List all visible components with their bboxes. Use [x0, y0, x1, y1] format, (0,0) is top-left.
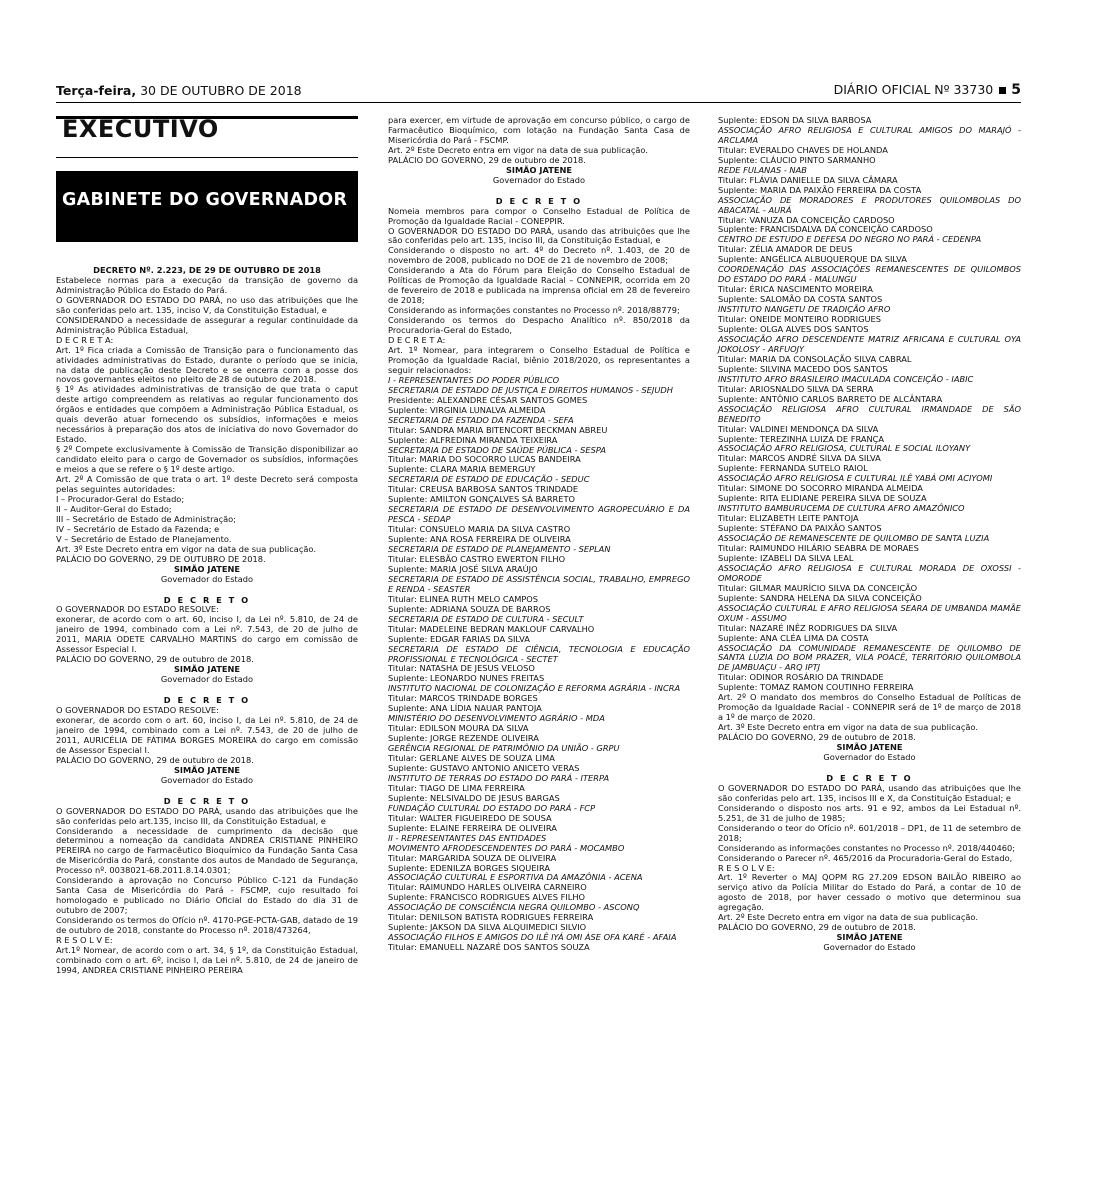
paragraph: INSTITUTO BAMBURUCEMA DE CULTURA AFRO AMAZÔNICO	[718, 503, 965, 514]
paragraph: Suplente: EDSON DA SILVA BARBOSA	[718, 115, 872, 125]
paragraph: ASSOCIAÇÃO DE MORADORES E PRODUTORES QUILOMBOLAS DO ABACATAL - AURÁ	[718, 194, 1021, 215]
paragraph: Suplente: RITA ELIDIANE PEREIRA SILVA DE SOUZA	[718, 493, 927, 504]
paragraph: Titular: GILMAR MAURÍCIO SILVA DA CONCEIÇÃO	[718, 582, 918, 593]
paragraph: Nomeia membros para compor o Conselho Estadual de Política de Promoção da Igualdade Racial - CONEPPIR.	[388, 205, 690, 226]
column-3	[718, 116, 1021, 953]
paragraph: SIMÃO JATENE	[836, 932, 903, 943]
header-date	[56, 83, 302, 98]
paragraph: Suplente: CLARA MARIA BEMERGUY	[388, 464, 536, 475]
paragraph: CENTRO DE ESTUDO E DEFESA DO NEGRO NO PARÁ - CEDENPA	[718, 234, 982, 245]
paragraph: Suplente: FERNANDA SUTELO RAIOL	[718, 463, 868, 474]
paragraph: PALÁCIO DO GOVERNO, 29 de outubro de 2018.	[718, 922, 916, 933]
page-number: 5	[1011, 82, 1021, 98]
paragraph: PALÁCIO DO GOVERNO, 29 de outubro de 2018.	[56, 754, 254, 765]
paragraph: Titular: TIAGO DE LIMA FERREIRA	[388, 782, 525, 793]
paragraph: V – Secretário de Estado de Planejamento.	[56, 533, 232, 544]
paragraph: Titular: EVERALDO CHAVES DE HOLANDA	[718, 144, 888, 155]
paragraph: Considerando o disposto nos arts. 91 e 92, ambos da Lei Estadual nº. 5.251, de 31 de julho de 1985;	[718, 802, 1021, 823]
section-header	[56, 116, 358, 158]
paragraph: D E C R E T A:	[388, 335, 446, 346]
paragraph: ASSOCIAÇÃO AFRO RELIGIOSA, CULTURAL E SOCIAL ILOYANY	[718, 443, 971, 454]
paragraph: ASSOCIAÇÃO AFRO RELIGIOSA E CULTURAL MORADA DE OXOSSI - OMORODE	[718, 562, 1021, 583]
subsection-header	[56, 171, 358, 242]
paragraph: Considerando as informações constantes no Processo nº. 2018/440460;	[718, 842, 1016, 853]
paragraph: D E C R E T O	[826, 772, 913, 783]
paragraph: SECRETARIA DE ESTADO DE CULTURA - SECULT	[388, 613, 584, 624]
paragraph: D E C R E T A:	[56, 334, 114, 345]
paragraph: SECRETARIA DE ESTADO DE EDUCAÇÃO - SEDUC	[388, 474, 590, 485]
paragraph: Titular: NATASHA DE JESUS VELOSO	[388, 663, 535, 674]
header-date-text: 30 DE OUTUBRO DE 2018	[140, 83, 302, 98]
paragraph: Considerando os termos do Despacho Analítico nº. 850/2018 da Procuradoria-Geral do Estado,	[388, 315, 690, 336]
paragraph: PALÁCIO DO GOVERNO, 29 DE OUTUBRO DE 2018.	[56, 553, 266, 564]
paragraph: Titular: EMANUELL NAZARÉ DOS SANTOS SOUZA	[388, 942, 590, 953]
paragraph: SECRETARIA DE ESTADO DE ASSISTÊNCIA SOCIAL, TRABALHO, EMPREGO E RENDA - SEASTER	[388, 573, 690, 594]
square-bullet-icon	[999, 87, 1006, 94]
paragraph: Governador do Estado	[160, 573, 254, 584]
paragraph: Titular: VALDINEI MENDONÇA DA SILVA	[718, 423, 879, 434]
paragraph: ASSOCIAÇÃO AFRO DESCENDENTE MATRIZ AFRICANA E CULTURAL OYA JOKOLOSY - ARFUOJY	[718, 333, 1021, 354]
paragraph: Titular: GERLANE ALVES DE SOUZA LIMA	[388, 753, 555, 764]
paragraph: D E C R E T O	[163, 594, 251, 605]
paragraph: SIMÃO JATENE	[836, 742, 903, 753]
paragraph: SECRETARIA DE ESTADO DE DESENVOLVIMENTO AGROPECUÁRIO E DA PESCA - SEDAP	[388, 504, 690, 525]
paragraph: Titular: MARCOS ANDRÉ SILVA DA SILVA	[718, 453, 881, 464]
paragraph: Presidente: ALEXANDRE CÉSAR SANTOS GOMES	[388, 394, 588, 405]
paragraph: Considerando o Parecer nº. 465/2016 da Procuradoria-Geral do Estado,	[718, 852, 1013, 863]
paragraph: Suplente: FRANCISCO RODRIGUES ALVES FILHO	[388, 892, 586, 903]
paragraph: Considerando a Ata do Fórum para Eleição do Conselho Estadual de Políticas de Promoção da Igualdade Racial – CONNEPIR, ocorrida em 20 de fevereiro de 2018 e publicada na imprensa oficial em 28 de fevereiro de 2018;	[388, 265, 690, 306]
paragraph: Titular: SIMONE DO SOCORRO MIRANDA ALMEIDA	[718, 483, 923, 494]
paragraph: INSTITUTO DE TERRAS DO ESTADO DO PARÁ - ITERPA	[388, 772, 610, 783]
paragraph: Suplente: ANGÉLICA ALBUQUERQUE DA SILVA	[718, 254, 907, 265]
paragraph: Considerando o disposto no art. 4º do Decreto nº. 1.403, de 20 de novembro de 2008, publicado no DOE de 21 de novembro de 2008;	[388, 245, 690, 266]
paragraph: Titular: VANUZA DA CONCEIÇÃO CARDOSO	[718, 214, 895, 225]
paragraph: Suplente: ANA CLÉA LIMA DA COSTA	[718, 632, 869, 643]
paragraph: D E C R E T O	[163, 695, 251, 706]
paragraph: Suplente: ADRIANA SOUZA DE BARROS	[388, 603, 551, 614]
paragraph: Considerando os termos do Ofício nº. 4170-PGE-PCTA-GAB, datado de 19 de outubro de 2018, constante do Processo nº. 2018/473264,	[56, 915, 358, 936]
paragraph: exonerar, de acordo com o art. 60, inciso I, da Lei nº. 5.810, de 24 de janeiro de 1994, combinado com a Lei nº. 7.543, de 20 de julho de 2011, MARIA ODETE CARVALHO MARTINS do cargo em comissão de Assessor Especial I.	[56, 614, 358, 655]
paragraph: PALÁCIO DO GOVERNO, 29 de outubro de 2018.	[56, 654, 254, 665]
paragraph: Titular: CREUSA BARBOSA SANTOS TRINDADE	[388, 484, 579, 495]
subsection-title: GABINETE DO GOVERNADOR	[62, 190, 348, 210]
paragraph: Suplente: JORGE REZENDE OLIVEIRA	[388, 733, 539, 744]
paragraph: Titular: RAIMUNDO HILÁRIO SEABRA DE MORAES	[718, 542, 919, 553]
journal-name: DIÁRIO OFICIAL Nº 33730	[833, 82, 994, 97]
paragraph: ASSOCIAÇÃO AFRO RELIGIOSA E CULTURAL AMIGOS DO MARAJÓ - ARCLAMA	[718, 124, 1021, 145]
paragraph: SECRETARIA DE ESTADO DE SAÚDE PÚBLICA - SESPA	[388, 444, 607, 455]
paragraph: Suplente: ANA LÍDIA NAUAR PANTOJA	[388, 703, 542, 714]
paragraph: D E C R E T O	[163, 795, 251, 806]
paragraph: Titular: MARIA DA CONSOLAÇÃO SILVA CABRAL	[718, 353, 912, 364]
paragraph: Suplente: GUSTAVO ANTONIO ANICETO VERAS	[388, 763, 580, 773]
section-title: EXECUTIVO	[62, 115, 219, 143]
paragraph: Art. 3º Este Decreto entra em vigor na data de sua publicação.	[718, 722, 978, 733]
paragraph: SECRETARIA DE ESTADO DE CIÊNCIA, TECNOLOGIA E EDUCAÇÃO PROFISSIONAL E TECNOLÓGICA - SECTET	[388, 643, 690, 664]
paragraph: Suplente: MARIA DA PAIXÃO FERREIRA DA COSTA	[718, 184, 922, 195]
paragraph: Titular: CONSUELO MARIA DA SILVA CASTRO	[388, 524, 571, 535]
paragraph: ASSOCIAÇÃO FILHOS E AMIGOS DO ILÊ IYÁ OMI ÀSE OFA KARÉ - AFAIA	[388, 932, 677, 943]
paragraph: II – Auditor-Geral do Estado;	[56, 503, 172, 514]
paragraph: I – Procurador-Geral do Estado;	[56, 493, 185, 504]
paragraph: Suplente: EDENILZA BORGES SIQUEIRA	[388, 862, 551, 873]
paragraph: Governador do Estado	[823, 752, 916, 762]
paragraph: ASSOCIAÇÃO CULTURAL E ESPORTIVA DA AMAZÔNIA - ACENA	[388, 872, 643, 883]
paragraph: Titular: ONEIDE MONTEIRO RODRIGUES	[718, 314, 881, 325]
paragraph: MINISTÉRIO DO DESENVOLVIMENTO AGRÁRIO - MDA	[388, 713, 605, 724]
paragraph: Titular: MADELEINE BEDRAN MAKLOUF CARVALHO	[388, 623, 595, 634]
paragraph: Suplente: LEONARDO NUNES FREITAS	[388, 673, 545, 684]
paragraph: SECRETARIA DE ESTADO DE JUSTIÇA E DIREITOS HUMANOS - SEJUDH	[388, 384, 673, 395]
paragraph: R E S O L V E:	[718, 862, 775, 873]
paragraph: Titular: SANDRA MARIA BITENCORT BECKMAN ABREU	[388, 424, 608, 435]
paragraph: Governador do Estado	[823, 942, 916, 953]
paragraph: O GOVERNADOR DO ESTADO DO PARÁ, no uso das atribuições que lhe são conferidas pelo art. 135, inciso V, da Constituição Estadual, e	[56, 294, 358, 315]
paragraph: Art. 2º A Comissão de que trata o art. 1º deste Decreto será composta pelas seguintes autoridades:	[56, 474, 358, 494]
paragraph: INSTITUTO NACIONAL DE COLONIZAÇÃO E REFORMA AGRÁRIA - INCRA	[388, 683, 681, 694]
paragraph: Titular: MARGARIDA SOUZA DE OLIVEIRA	[388, 852, 557, 863]
paragraph: Considerando a aprovação no Concurso Público C-121 da Fundação Santa Casa de Misericórdia do Pará - FSCMP, cujo resultado foi homologado e publicado no Diário Oficial do Estado do dia 31 de outubro de 2007;	[56, 875, 358, 916]
paragraph: Considerando a necessidade de cumprimento da decisão que determinou a nomeação da candidata ANDREA CRISTIANE PINHEIRO PEREIRA no cargo de Farmacêutico Bioquímico da Fundação Santa Casa de Misericórdia do Pará, constante dos autos de Mandado de Segurança, Processo nº. 0038021-68.2011.8.14.0301;	[56, 825, 358, 876]
paragraph: O GOVERNADOR DO ESTADO RESOLVE:	[56, 604, 219, 615]
paragraph: DECRETO Nº. 2.223, DE 29 DE OUTUBRO DE 2018	[93, 265, 321, 275]
paragraph: D E C R E T O	[495, 195, 583, 206]
paragraph: SECRETARIA DE ESTADO DE PLANEJAMENTO - SEPLAN	[388, 544, 611, 555]
paragraph: ASSOCIAÇÃO CULTURAL E AFRO RELIGIOSA SEARA DE UMBANDA MAMÃE OXUM - ASSUMO	[718, 602, 1021, 623]
paragraph: Suplente: EDGAR FARIAS DA SILVA	[388, 633, 530, 644]
paragraph: Art. 2º O mandato dos membros do Conselho Estadual de Políticas de Promoção da Igualdade Racial - CONNEPIR será de 1º de março de 2018 a 1º de março de 2020.	[718, 692, 1021, 723]
paragraph: Titular: RAIMUNDO HARLES OLIVEIRA CARNEIRO	[388, 882, 587, 893]
paragraph: ASSOCIAÇÃO DE CONSCIÊNCIA NEGRA QUILOMBO - ASCONQ	[388, 902, 640, 913]
paragraph: ASSOCIAÇÃO RELIGIOSA AFRO CULTURAL IRMANDADE DE SÃO BENEDITO	[718, 403, 1021, 424]
paragraph: ASSOCIAÇÃO DE REMANESCENTE DE QUILOMBO DE SANTA LUZIA	[718, 533, 990, 544]
paragraph: Titular: NAZARÉ INÊZ RODRIGUES DA SILVA	[718, 622, 898, 633]
paragraph: CONSIDERANDO a necessidade de assegurar a regular continuidade da Administração Pública Estadual,	[56, 314, 358, 335]
paragraph: Titular: ODINOR ROSÁRIO DA TRINDADE	[718, 672, 884, 683]
paragraph: Art. 2º Este Decreto entra em vigor na data de sua publicação.	[388, 144, 648, 155]
paragraph: III – Secretário de Estado de Administração;	[56, 513, 237, 524]
paragraph: SIMÃO JATENE	[173, 563, 241, 574]
paragraph: Suplente: NELSIVALDO DE JESUS BARGAS	[388, 792, 560, 803]
paragraph: Titular: ARIOSNALDO SILVA DA SERRA	[718, 383, 874, 394]
paragraph: PALÁCIO DO GOVERNO, 29 de outubro de 2018.	[718, 732, 916, 743]
paragraph: Suplente: AMILTON GONÇALVES SÁ BARRETO	[388, 494, 576, 505]
paragraph: R E S O L V E:	[56, 935, 113, 945]
paragraph: Titular: ZÉLIA AMADOR DE DEUS	[718, 244, 853, 255]
paragraph: Suplente: STÉFANO DA PAIXÃO SANTOS	[718, 523, 882, 534]
paragraph: Art.1º Nomear, de acordo com o art. 34, § 1º, da Constituição Estadual, combinado com o art. 6º, inciso I, da Lei nº. 5.810, de 24 de janeiro de 1994, ANDREA CRISTIANE PINHEIRO PEREIRA	[56, 944, 358, 975]
paragraph: Suplente: VIRGINIA LUNALVA ALMEIDA	[388, 404, 546, 415]
paragraph: Titular: FLÁVIA DANIELLE DA SILVA CÂMARA	[718, 174, 898, 185]
column-2	[388, 116, 690, 953]
paragraph: O GOVERNADOR DO ESTADO DO PARÁ, usando das atribuições que lhe são conferidas pelo art. 135, incisos III e X, da Constituição Estadual; e	[718, 782, 1021, 803]
paragraph: SIMÃO JATENE	[173, 764, 241, 775]
paragraph: Titular: ELESBÃO CASTRO EWERTON FILHO	[388, 553, 566, 564]
paragraph: § 1º As atividades administrativas de transição de que trata o caput deste artigo compreendem as relativas ao regular funcionamento dos órgãos e entidades que compõem a Administração Pública Estadual, os quais deverão atuar fornecendo os subsídios, informações e meios necessários à preparação dos atos de iniciativa do novo Governador do Estado.	[56, 384, 358, 445]
paragraph: ASSOCIAÇÃO AFRO RELIGIOSA E CULTURAL ILÊ YABÁ OMI ACIYOMI	[718, 473, 993, 484]
paragraph: Titular: WALTER FIGUEIREDO DE SOUSA	[388, 812, 552, 823]
paragraph: Suplente: ELAINE FERREIRA DE OLIVEIRA	[388, 822, 557, 833]
paragraph: Titular: MARCOS TRINDADE BORGES	[388, 693, 538, 704]
paragraph: Governador do Estado	[160, 674, 254, 685]
paragraph: Suplente: ANA ROSA FERREIRA DE OLIVEIRA	[388, 534, 571, 545]
paragraph: Art. 1º Nomear, para integrarem o Conselho Estadual de Política e Promoção da Igualdade Racial, biênio 2018/2020, os representantes a seguir relacionados:	[388, 344, 690, 375]
paragraph: O GOVERNADOR DO ESTADO DO PARÁ, usando das atribuições que lhe são conferidas pelo art. 135, inciso III, da Constituição Estadual, e	[388, 225, 690, 246]
paragraph: Estabelece normas para a execução da transição de governo da Administração Pública do Estado do Pará.	[56, 274, 358, 295]
paragraph: PALÁCIO DO GOVERNO, 29 de outubro de 2018.	[388, 154, 586, 165]
paragraph: INSTITUTO AFRO BRASILEIRO IMACULADA CONCEIÇÃO - IABIC	[718, 373, 974, 384]
paragraph: Suplente: IZABELI DA SILVA LEAL	[718, 552, 854, 563]
paragraph: ASSOCIAÇÃO DA COMUNIDADE REMANESCENTE DE QUILOMBO DE SANTA LUZIA DO BOM PRAZER, VILA POACÊ, TERRITÓRIO QUILOMBOLA DE JAMBUAÇU - ARQ IPTJ	[718, 642, 1021, 673]
paragraph: para exercer, em virtude de aprovação em concurso público, o cargo de Farmacêutico Bioquímico, com lotação na Fundação Santa Casa de Misericórdia do Pará - FSCMP.	[388, 115, 690, 145]
paragraph: Suplente: ANTÔNIO CARLOS BARRETO DE ALCÂNTARA	[718, 393, 943, 404]
paragraph: Suplente: CLÁUCIO PINTO SARMANHO	[718, 154, 876, 165]
paragraph: Art. 1º Fica criada a Comissão de Transição para o funcionamento das atividades administrativas do Estado, durante o período que se inicia, na data de publicação deste Decreto e se encerra com a posse dos novos governantes eleitos no pleito de 28 de outubro de 2018.	[56, 344, 358, 385]
page-header	[56, 82, 1021, 103]
paragraph: COORDENAÇÃO DAS ASSOCIAÇÕES REMANESCENTES DE QUILOMBOS DO ESTADO DO PARÁ - MALUNGU	[718, 264, 1021, 285]
paragraph: Suplente: FRANCISDALVA DA CONCEIÇÃO CARDOSO	[718, 224, 933, 235]
paragraph: SIMÃO JATENE	[505, 164, 573, 175]
paragraph: Suplente: OLGA ALVES DOS SANTOS	[718, 324, 869, 335]
paragraph: Art. 1º Reverter o MAJ QOPM RG 27.209 EDSON BAILÃO RIBEIRO ao serviço ativo da Polícia Militar do Estado do Pará, a contar de 10 de agosto de 2018, por haver cessado o motivo que determinou sua agregação.	[718, 872, 1021, 913]
paragraph: I - REPRESENTANTES DO PODER PÚBLICO	[388, 374, 560, 385]
paragraph: INSTITUTO NANGETU DE TRADIÇÃO AFRO	[718, 304, 891, 315]
paragraph: Titular: MARIA DO SOCORRO LUCAS BANDEIRA	[388, 454, 581, 465]
paragraph: O GOVERNADOR DO ESTADO RESOLVE:	[56, 705, 219, 716]
paragraph: Art. 3º Este Decreto entra em vigor na data de sua publicação.	[56, 543, 316, 554]
paragraph: Titular: DENILSON BATISTA RODRIGUES FERREIRA	[388, 912, 594, 923]
paragraph: Considerando o teor do Ofício nº. 601/2018 – DP1, de 11 de setembro de 2018;	[718, 822, 1021, 843]
paragraph: SIMÃO JATENE	[173, 664, 241, 675]
paragraph: Governador do Estado	[492, 174, 586, 185]
paragraph: MOVIMENTO AFRODESCENDENTES DO PARÁ - MOCAMBO	[388, 842, 625, 853]
paragraph: REDE FULANAS - NAB	[718, 164, 807, 175]
paragraph: Considerando as informações constantes no Processo nº. 2018/88779;	[388, 305, 680, 316]
paragraph: Titular: ÉRICA NASCIMENTO MOREIRA	[718, 284, 873, 295]
paragraph: SECRETARIA DE ESTADO DA FAZENDA - SEFA	[388, 414, 574, 425]
column-1	[56, 116, 358, 976]
header-journal-info	[834, 82, 1021, 98]
paragraph: Suplente: SANDRA HELENA DA SILVA CONCEIÇÃO	[718, 592, 922, 603]
paragraph: FUNDAÇÃO CULTURAL DO ESTADO DO PARÁ - FCP	[388, 802, 596, 813]
header-weekday: Terça-feira,	[56, 83, 137, 98]
paragraph: Suplente: SALOMÃO DA COSTA SANTOS	[718, 294, 883, 305]
paragraph: Governador do Estado	[160, 774, 254, 785]
paragraph: O GOVERNADOR DO ESTADO DO PARÁ, usando das atribuições que lhe são conferidas pelo art.135, inciso III, da Constituição Estadual, e	[56, 805, 358, 826]
paragraph: Suplente: TEREZINHA LUIZA DE FRANÇA	[718, 433, 885, 444]
paragraph: II - REPRESENTANTES DAS ENTIDADES	[388, 832, 547, 843]
paragraph: § 2º Compete exclusivamente à Comissão de Transição disponibilizar ao candidato eleito para o cargo de Governador os subsídios, informações e meios a que se refere o § 1º deste artigo.	[56, 444, 358, 475]
paragraph: Titular: ELIZABETH LEITE PANTOJA	[718, 513, 859, 524]
paragraph: Suplente: TOMAZ RAMON COUTINHO FERREIRA	[718, 682, 914, 693]
paragraph: GERÊNCIA REGIONAL DE PATRIMÔNIO DA UNIÃO - GRPU	[388, 743, 620, 754]
paragraph: Art. 2º Este Decreto entra em vigor na data de sua publicação.	[718, 912, 978, 923]
paragraph: IV – Secretário de Estado da Fazenda; e	[56, 523, 220, 534]
paragraph: Suplente: MARIA JOSÉ SILVA ARAÚJO	[388, 563, 538, 574]
paragraph: Suplente: ALFREDINA MIRANDA TEIXEIRA	[388, 434, 558, 445]
paragraph: exonerar, de acordo com o art. 60, inciso I, da Lei nº. 5.810, de 24 de janeiro de 1994, combinado com a Lei nº. 7.543, de 20 de julho de 2011, AURICÉLIA DE FÁTIMA BORGES MOREIRA do cargo em comissão de Assessor Especial I.	[56, 714, 358, 755]
paragraph: Titular: ELINEA RUTH MELO CAMPOS	[388, 593, 539, 604]
paragraph: Titular: EDILSON MOURA DA SILVA	[388, 723, 529, 734]
paragraph: Suplente: SILVINA MACEDO DOS SANTOS	[718, 363, 888, 374]
paragraph: Suplente: JAKSON DA SILVA ALQUIMEDICI SILVIO	[388, 922, 587, 933]
